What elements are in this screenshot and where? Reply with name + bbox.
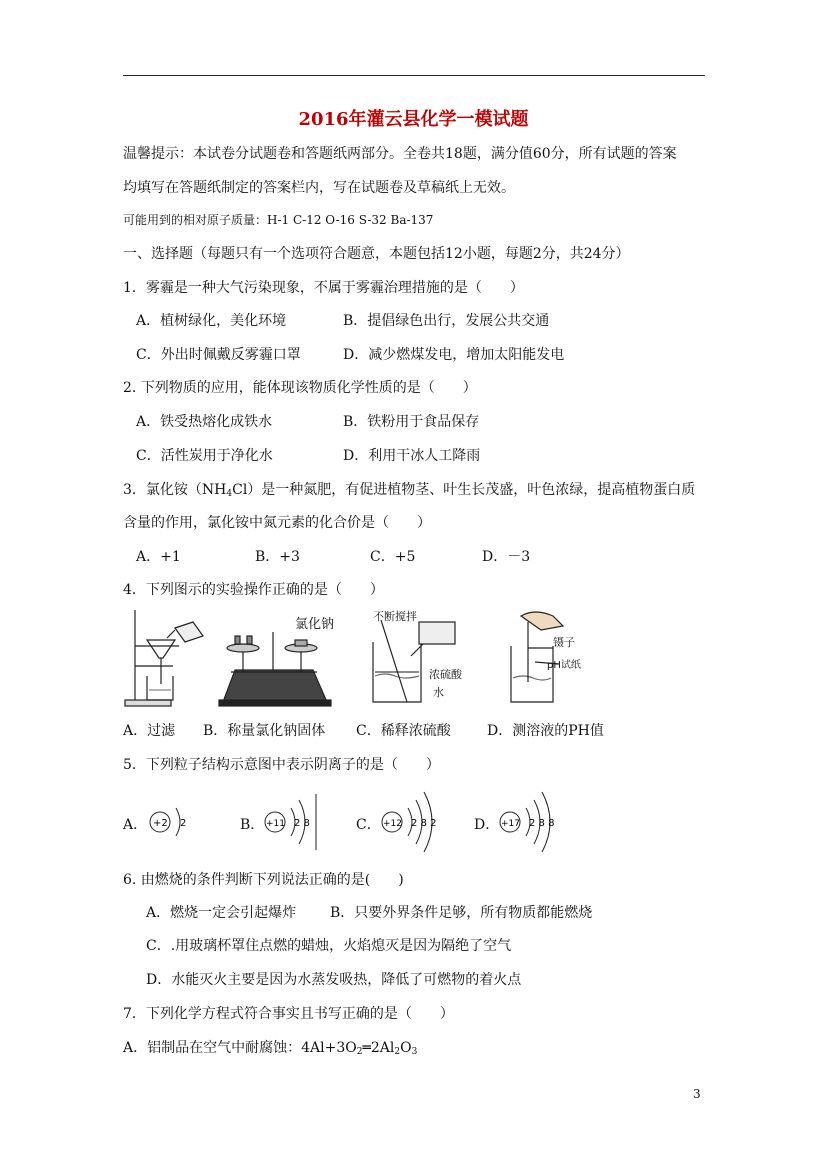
question-2-stem: 2. 下列物质的应用，能体现该物质化学性质的是（ ）: [123, 380, 477, 396]
fig-c-label-1: 不断搅拌: [373, 610, 417, 623]
q3-option-a: A．+1: [136, 549, 181, 565]
header-rule: [123, 75, 705, 76]
q4-option-b: B．称量氯化钠固体: [203, 723, 326, 739]
atom-b-nucleus: +11: [266, 819, 285, 829]
atom-b-shells: 2 8: [294, 818, 310, 829]
figure-filtration: [125, 610, 203, 706]
q5-option-d: D．: [474, 817, 500, 833]
figure-ph-test: [511, 612, 563, 702]
q1-option-c: C．外出时佩戴反雾霾口罩: [136, 347, 301, 363]
question-6-stem: 6. 由燃烧的条件判断下列说法正确的是( ): [123, 872, 404, 888]
q1-option-b: B．提倡绿色出行，发展公共交通: [343, 313, 550, 329]
question-7-stem: 7．下列化学方程式符合事实且书写正确的是（ ）: [123, 1006, 454, 1022]
fig-c-label-2: 浓硫酸: [429, 668, 462, 681]
q3-option-c: C．+5: [370, 549, 416, 565]
page-title: 2016年灌云县化学一模试题: [298, 109, 529, 130]
q4-option-c: C．稀释浓硫酸: [356, 723, 451, 739]
question-3-stem-line-2: 含量的作用，氯化铵中氮元素的化合价是（ ）: [123, 515, 431, 531]
q5-option-b: B．: [240, 817, 265, 833]
q4-figures: [123, 606, 593, 710]
atom-c-shells: 2 8 2: [411, 818, 437, 829]
question-5-stem: 5．下列粒子结构示意图中表示阴离子的是（ ）: [123, 757, 440, 773]
q2-option-c: C．活性炭用于净化水: [136, 448, 273, 464]
q2-option-b: B．铁粉用于食品保存: [343, 414, 480, 430]
atom-a-nucleus: +2: [153, 818, 168, 829]
question-3-stem: 3．氯化铵$(NH_4Cl)$是一种氮肥，有促进植物茎、叶生长茂盛，叶色浓绿，提高植物蛋白质: [123, 482, 696, 499]
fig-b-label: 氯化钠: [295, 617, 335, 632]
q3-option-b: B．+3: [255, 549, 300, 565]
atom-c-nucleus: +12: [383, 819, 402, 829]
figure-balance: [219, 632, 331, 706]
q5-atom-diagrams: [140, 790, 590, 854]
q7-option-a: A．铝制品在空气中耐腐蚀：$4Al+3O_2═2Al_2O_3$: [123, 1040, 418, 1057]
page-number: 3: [693, 1087, 701, 1101]
q6-option-a: A．燃烧一定会引起爆炸: [146, 905, 297, 921]
q6-option-b: B．只要外界条件足够，所有物质都能燃烧: [330, 905, 593, 921]
q1-option-a: A．植树绿化，美化环境: [136, 313, 287, 329]
atom-d-shells: 2 8 8: [529, 818, 555, 829]
fig-d-label-2: pH试纸: [547, 660, 581, 671]
q5-option-c: C．: [356, 817, 381, 833]
q6-option-d: D．水能灭火主要是因为水蒸发吸热，降低了可燃物的着火点: [146, 972, 522, 988]
notice-line-1: 温馨提示：本试卷分试题卷和答题纸两部分。全卷共18题，满分值60分，所有试题的答案: [123, 146, 677, 162]
notice-line-2: 均填写在答题纸制定的答案栏内，写在试题卷及草稿纸上无效。: [123, 180, 515, 196]
q4-option-d: D．测溶液的PH值: [487, 723, 604, 739]
q6-option-c: C．.用玻璃杯罩住点燃的蜡烛，火焰熄灭是因为隔绝了空气: [146, 938, 512, 954]
atomic-masses: 可能用到的相对原子质量：H-1 C-12 O-16 S-32 Ba-137: [123, 213, 434, 227]
fig-c-label-3: 水: [433, 686, 444, 699]
atom-a-shells: 2: [180, 818, 187, 829]
atom-d-nucleus: +17: [501, 819, 520, 829]
q4-option-a: A．过滤: [123, 723, 176, 739]
q5-option-a: A．: [123, 817, 148, 833]
q3-option-d: D．－3: [482, 549, 531, 565]
question-4-stem: 4．下列图示的实验操作正确的是（ ）: [123, 582, 384, 598]
q1-option-d: D．减少燃煤发电，增加太阳能发电: [343, 347, 565, 363]
section-heading: 一、选择题（每题只有一个选项符合题意，本题包括12小题，每题2分，共24分）: [123, 246, 630, 262]
fig-d-label-1: 镊子: [553, 636, 575, 649]
question-1-stem: 1．雾霾是一种大气污染现象，不属于雾霾治理措施的是（ ）: [123, 280, 524, 296]
q2-option-d: D．利用干冰人工降雨: [343, 448, 481, 464]
q2-option-a: A．铁受热熔化成铁水: [136, 414, 273, 430]
